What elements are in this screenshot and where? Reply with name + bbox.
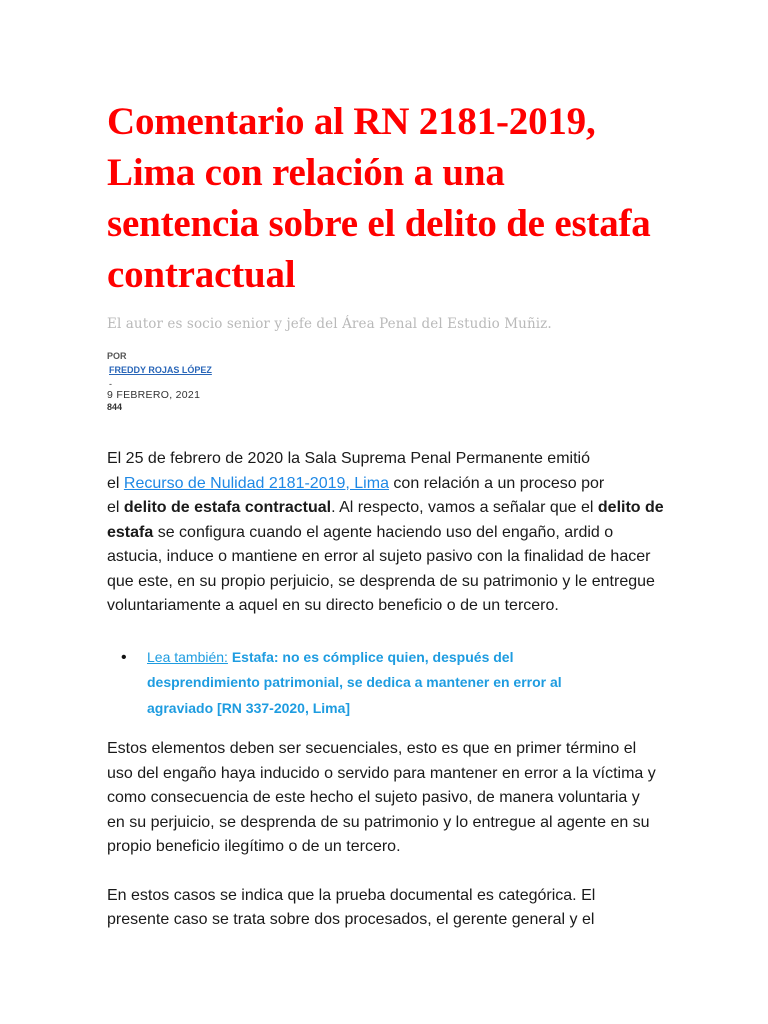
text: se configura cuando el agente haciendo uso del engaño, ardid o xyxy=(153,523,614,541)
text: . Al respecto, vamos a señalar que el xyxy=(331,499,598,516)
related-line[interactable]: desprendimiento patrimonial, se dedica a mantener en error al xyxy=(147,674,562,690)
text-line xyxy=(107,472,667,497)
related-line[interactable]: agraviado [RN 337-2020, Lima] xyxy=(147,699,351,716)
text-line: presente caso se trata sobre dos procesados, el gerente general y el xyxy=(107,911,595,928)
paragraph-elements xyxy=(107,737,667,860)
text-line: uso del engaño haya inducido o servido para mantener en error a la víctima y xyxy=(107,764,656,782)
author-link[interactable]: FREDDY ROJAS LÓPEZ xyxy=(109,365,212,375)
article xyxy=(107,96,667,933)
publish-date: 9 FEBRERO, 2021 xyxy=(107,389,201,401)
text-line xyxy=(107,521,667,546)
lea-tambien-link[interactable]: Lea también: xyxy=(147,648,228,665)
meta-separator: - xyxy=(109,379,112,389)
text: el xyxy=(107,474,124,492)
text-line: Estos elementos deben ser secuenciales, esto es que en primer término el xyxy=(107,740,637,757)
paragraph-intro xyxy=(107,447,667,619)
text-line: propio beneficio ilegítimo o de un tercero. xyxy=(107,838,401,855)
title-line: contractual xyxy=(107,253,296,296)
text: el xyxy=(107,499,124,516)
text-line: que este, en su propio perjuicio, se desprenda de su patrimonio y le entregue xyxy=(107,572,655,590)
bullet-icon: • xyxy=(121,648,127,666)
title-line: sentencia sobre el delito de estafa xyxy=(107,202,651,245)
text-line: En estos casos se indica que la prueba documental es categórica. El xyxy=(107,886,596,904)
paragraph-case xyxy=(107,884,667,933)
bold-text: estafa xyxy=(107,523,154,541)
related-line xyxy=(147,645,667,671)
text-line: como consecuencia de este hecho el sujeto pasivo, de manera voluntaria y xyxy=(107,789,640,806)
text: El 25 de febrero de 2020 la Sala Suprema Penal Permanente emitió xyxy=(107,450,590,467)
text-line: voluntariamente a aquel en su directo beneficio o de un tercero. xyxy=(107,597,559,614)
related-item[interactable] xyxy=(121,645,667,722)
article-title xyxy=(107,96,667,300)
article-meta xyxy=(107,349,667,413)
article-subtitle: El autor es socio senior y jefe del Área Penal del Estudio Muñiz. xyxy=(107,316,552,332)
title-line: Comentario al RN 2181-2019, xyxy=(107,100,596,143)
text-line: astucia, induce o mantiene en error al sujeto pasivo con la finalidad de hacer xyxy=(107,548,651,565)
text-line xyxy=(107,447,667,472)
text-line xyxy=(107,496,667,521)
by-label: POR xyxy=(107,351,127,361)
recurso-link[interactable]: Recurso de Nulidad 2181-2019, Lima xyxy=(123,474,389,492)
bold-text: delito de xyxy=(597,499,664,516)
view-count: 844 xyxy=(107,402,123,412)
text-line: en su perjuicio, se desprenda de su patrimonio y lo entregue al agente en su xyxy=(107,813,650,831)
text: con relación a un proceso por xyxy=(388,474,605,492)
title-line: Lima con relación a una xyxy=(107,151,505,194)
related-headline-link[interactable]: Estafa: no es cómplice quien, después del xyxy=(227,648,514,665)
bold-text: delito de estafa contractual xyxy=(123,499,332,516)
related-list xyxy=(107,645,667,722)
